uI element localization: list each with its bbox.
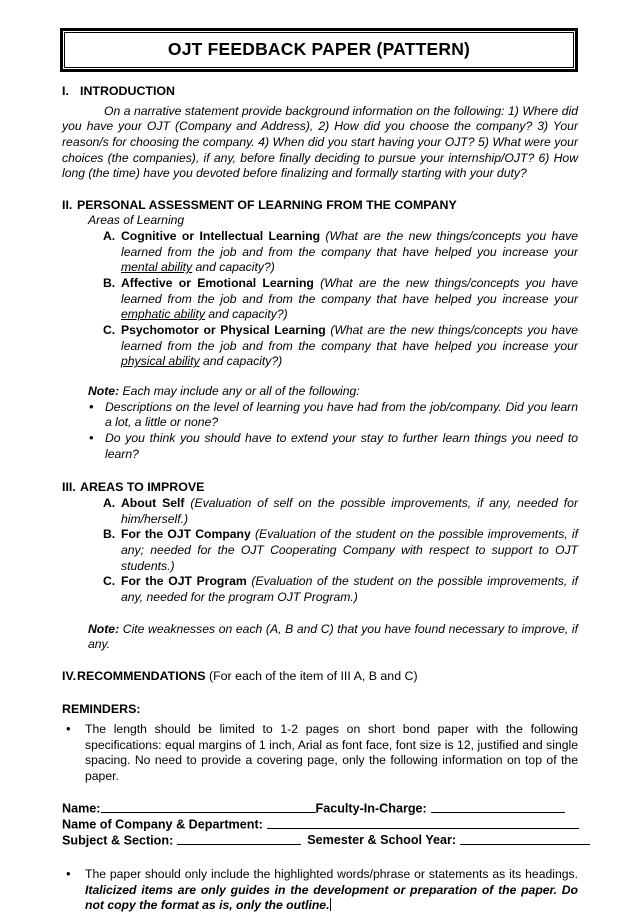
item-detail-pre: (What are the new things/concepts you have learned from the job and from the company that have helped you increase your	[121, 276, 578, 306]
introduction-paragraph: On a narrative statement provide background information on the following: 1) Where did you have your OJT (Company and Address), 2) How did you choose the company? 3) Your reason/s for choosing the company. 4) When did you start having your OJT? 5) What were your choices (the companies), if any, before finally deciding to pursue your internship/OJT? 6) How long (the time) have you devoted before finalizing and formally starting with your duty?	[62, 103, 578, 181]
item-lead: For the OJT Company	[121, 527, 255, 542]
item-marker: C.	[103, 323, 116, 338]
section-numeral-i: I.	[62, 84, 69, 98]
item-detail-pre: (What are the new things/concepts you have learned from the job and from the company that have helped you increase your	[121, 323, 578, 353]
list-item	[62, 867, 578, 914]
item-lead: Psychomotor or Physical Learning	[121, 323, 331, 338]
item-lead: Affective or Emotional Learning	[121, 276, 321, 291]
title-box	[60, 28, 578, 72]
name-input-line[interactable]	[101, 801, 316, 814]
note-bullet-list	[88, 400, 578, 463]
title-box-inner	[64, 32, 574, 68]
note-line	[88, 384, 578, 400]
form-fields	[62, 801, 578, 849]
bullet-text: The length should be limited to 1-2 pages on short bond paper with the following specifications: equal margins of 1 inch, Arial as font face, font size is 12, justified and single spacing. No need to provide a covering page, only the following information on top of the paper.	[85, 721, 578, 783]
bullet-icon: •	[89, 430, 94, 446]
semester-label: Semester & School Year:	[307, 833, 457, 848]
form-row-subject	[62, 833, 578, 849]
subject-input-line[interactable]	[177, 833, 301, 846]
item-detail: (Evaluation of the student on the possible improvements, if any; needed for the OJT Cooperating Company with respect to support to OJT students.)	[121, 527, 578, 573]
list-item	[62, 722, 578, 785]
item-marker: B.	[103, 527, 116, 542]
item-lead: For the OJT Program	[121, 574, 252, 589]
areas-to-improve-note	[88, 622, 578, 653]
final-reminders-list	[62, 867, 578, 914]
list-item	[88, 431, 578, 462]
reminders-list	[62, 722, 578, 785]
section-title-personal-assessment: PERSONAL ASSESSMENT OF LEARNING FROM THE COMPANY	[77, 197, 457, 212]
page-title: OJT FEEDBACK PAPER (PATTERN)	[167, 39, 471, 59]
section-heading-personal-assessment	[62, 198, 578, 214]
list-item	[103, 276, 578, 323]
personal-assessment-note	[88, 384, 578, 462]
item-lead: About Self	[121, 495, 191, 510]
list-item	[103, 323, 578, 370]
item-marker: A.	[103, 229, 116, 244]
section-heading-areas-to-improve	[62, 480, 578, 496]
item-detail-underline: emphatic ability	[121, 307, 205, 322]
section-heading-introduction	[62, 84, 578, 100]
text-cursor	[330, 898, 331, 911]
list-item	[103, 229, 578, 276]
note-label: Note:	[88, 621, 120, 636]
list-item	[88, 400, 578, 431]
areas-of-learning-subheading: Areas of Learning	[88, 213, 185, 228]
item-detail: (Evaluation of the student on the possible improvements, if any, needed for the program OJT Program.)	[121, 574, 578, 604]
faculty-input-line[interactable]	[431, 801, 565, 814]
subject-label: Subject & Section:	[62, 833, 174, 848]
item-detail-underline: mental ability	[121, 260, 193, 275]
section-numeral-ii: II.	[62, 197, 73, 212]
item-detail-pre: (What are the new things/concepts you have learned from the job and from the company that have helped you increase your	[121, 229, 578, 259]
bullet-icon: •	[89, 398, 94, 414]
item-detail-post: and capacity?)	[205, 307, 288, 322]
company-label: Name of Company & Department:	[62, 817, 263, 832]
item-marker: B.	[103, 276, 116, 291]
item-marker: A.	[103, 495, 116, 510]
name-label: Name:	[62, 801, 101, 816]
list-item	[103, 496, 578, 527]
company-input-line[interactable]	[267, 817, 579, 830]
note-text: Each may include any or all of the following:	[119, 384, 360, 399]
section-title-introduction: INTRODUCTION	[80, 84, 175, 98]
section-heading-recommendations	[62, 669, 578, 685]
bullet-text: Descriptions on the level of learning you have had from the job/company. Did you learn a lot, a little or none?	[105, 399, 578, 430]
item-lead: Cognitive or Intellectual Learning	[121, 229, 326, 244]
document-body	[62, 84, 578, 914]
section-title-reminders: REMINDERS:	[62, 702, 141, 717]
bullet-text: Do you think you should have to extend your stay to further learn things you need to learn?	[105, 431, 578, 461]
item-marker: C.	[103, 574, 116, 589]
item-detail-post: and capacity?)	[192, 260, 275, 275]
section-heading-reminders	[62, 702, 578, 718]
recommendations-label: RECOMMENDATIONS	[77, 668, 206, 683]
bullet-icon: •	[66, 720, 71, 736]
bullet-text: The paper should only include the highlighted words/phrase or statements as its headings.	[85, 866, 578, 881]
section-numeral-iv: IV.	[62, 668, 77, 683]
note-line	[88, 622, 578, 653]
recommendations-parenthetical: (For each of the item of III A, B and C)	[205, 668, 418, 683]
form-row-name	[62, 801, 578, 817]
semester-input-line[interactable]	[460, 833, 590, 846]
item-detail-post: and capacity?)	[199, 354, 283, 369]
personal-assessment-list	[62, 229, 578, 370]
faculty-label: Faculty-In-Charge:	[315, 801, 427, 816]
section-title-areas-to-improve: AREAS TO IMPROVE	[80, 480, 205, 495]
note-label: Note:	[88, 384, 120, 399]
bullet-icon: •	[66, 865, 71, 881]
item-detail: (Evaluation of self on the possible improvements, if any, needed for him/herself.)	[121, 495, 578, 526]
note-text: Cite weaknesses on each (A, B and C) that you have found necessary to improve, if any.	[88, 621, 578, 652]
form-row-company	[62, 817, 578, 833]
section-numeral-iii: III.	[62, 480, 76, 495]
item-detail-underline: physical ability	[121, 354, 200, 369]
list-item	[103, 574, 578, 605]
bullet-text-emphasis: Italicized items are only guides in the development or preparation of the paper. Do not copy the format as is, only the outline.	[85, 882, 578, 913]
list-item	[103, 527, 578, 574]
section-title-recommendations	[77, 669, 418, 685]
areas-to-improve-list	[62, 496, 578, 606]
